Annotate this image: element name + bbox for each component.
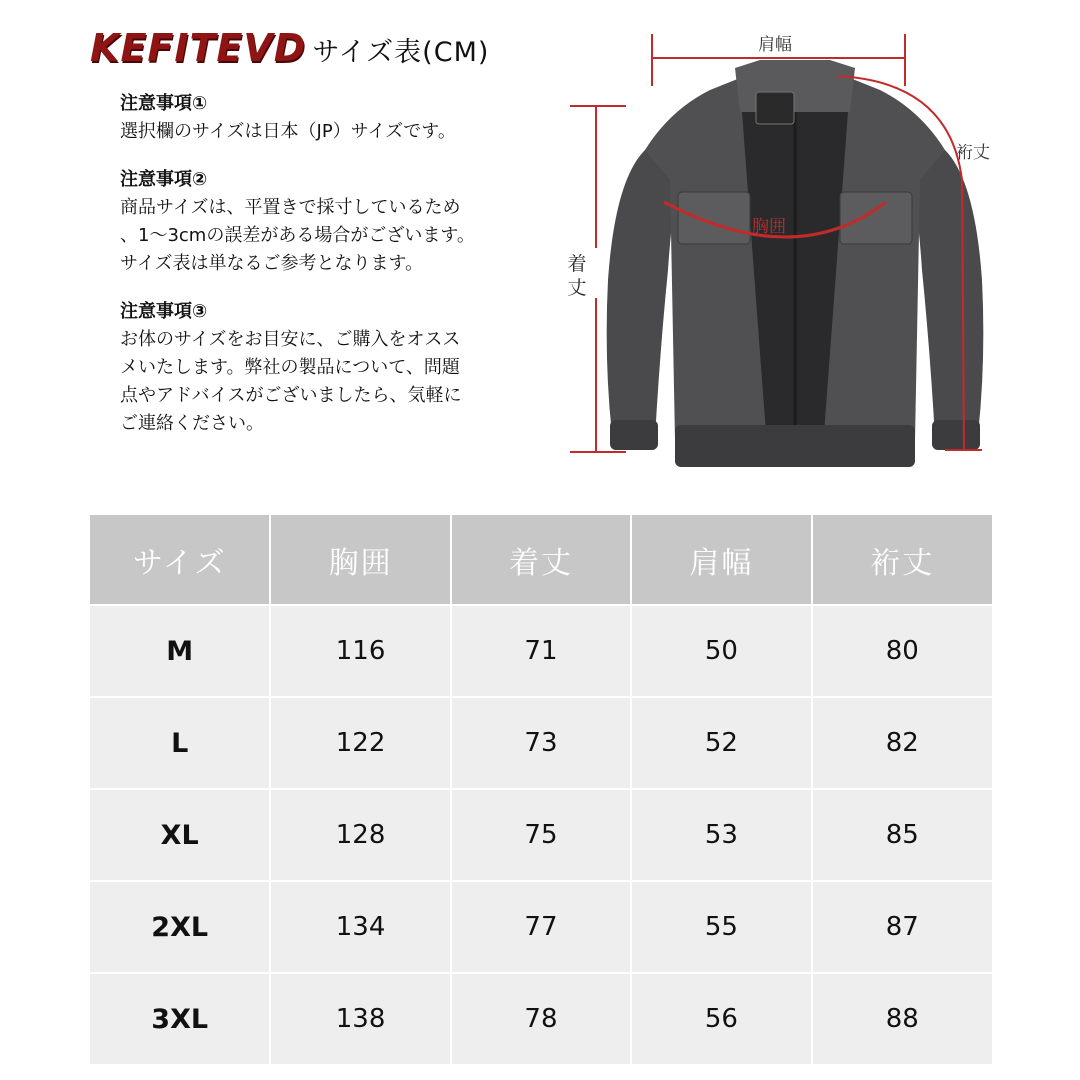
length-cell: 78 bbox=[451, 973, 631, 1064]
sleeve-cell: 82 bbox=[812, 697, 992, 789]
size-cell: L bbox=[90, 697, 270, 789]
jacket-figure bbox=[560, 20, 1030, 490]
shoulder-label: 肩幅 bbox=[758, 35, 792, 55]
note-2 bbox=[120, 166, 560, 278]
header-chest: 胸囲 bbox=[270, 515, 450, 605]
table-row bbox=[90, 973, 992, 1064]
note-title: 注意事項③ bbox=[120, 301, 208, 322]
table-row bbox=[90, 697, 992, 789]
sleeve-label: 裄丈 bbox=[956, 143, 990, 163]
note-title: 注意事項① bbox=[120, 93, 208, 114]
chest-cell: 128 bbox=[270, 789, 450, 881]
header-shoulder: 肩幅 bbox=[631, 515, 811, 605]
notes-section bbox=[120, 90, 560, 458]
sleeve-cell: 85 bbox=[812, 789, 992, 881]
shoulder-cell: 56 bbox=[631, 973, 811, 1064]
table-row bbox=[90, 605, 992, 697]
size-table bbox=[90, 515, 992, 1064]
chest-cell: 134 bbox=[270, 881, 450, 973]
note-text: お体のサイズをお目安に、ご購入をオスス メいたします。弊社の製品について、問題 点やアドバイスがございましたら、気軽に ご連絡ください。 bbox=[120, 329, 462, 434]
sleeve-cell: 87 bbox=[812, 881, 992, 973]
note-1 bbox=[120, 90, 560, 146]
table-row bbox=[90, 789, 992, 881]
header-length: 着丈 bbox=[451, 515, 631, 605]
shoulder-cell: 50 bbox=[631, 605, 811, 697]
size-cell: 3XL bbox=[90, 973, 270, 1064]
chest-cell: 138 bbox=[270, 973, 450, 1064]
chest-cell: 116 bbox=[270, 605, 450, 697]
length-label-bottom: 丈 bbox=[567, 277, 587, 299]
header-sleeve: 裄丈 bbox=[812, 515, 992, 605]
table-row bbox=[90, 881, 992, 973]
note-3 bbox=[120, 298, 560, 438]
sleeve-cell: 88 bbox=[812, 973, 992, 1064]
brand-logo: KEFITEVD bbox=[90, 26, 307, 70]
length-cell: 71 bbox=[451, 605, 631, 697]
note-text: 商品サイズは、平置きで採寸しているため 、1～3cmの誤差がある場合がございます。 サイズ表は単なるご参考となります。 bbox=[120, 197, 475, 274]
shoulder-cell: 55 bbox=[631, 881, 811, 973]
length-cell: 77 bbox=[451, 881, 631, 973]
note-text: 選択欄のサイズは日本（JP）サイズです。 bbox=[120, 121, 456, 142]
shoulder-cell: 53 bbox=[631, 789, 811, 881]
sleeve-cell: 80 bbox=[812, 605, 992, 697]
jacket-illustration bbox=[560, 20, 1030, 490]
brand-header bbox=[90, 26, 489, 70]
chest-label: 胸囲 bbox=[752, 217, 786, 237]
chest-cell: 122 bbox=[270, 697, 450, 789]
length-label-top: 着 bbox=[567, 253, 587, 275]
length-cell: 73 bbox=[451, 697, 631, 789]
shoulder-cell: 52 bbox=[631, 697, 811, 789]
page-title: サイズ表(CM) bbox=[312, 37, 490, 68]
size-cell: M bbox=[90, 605, 270, 697]
header-size: サイズ bbox=[90, 515, 270, 605]
note-title: 注意事項② bbox=[120, 169, 208, 190]
table-header-row bbox=[90, 515, 992, 605]
size-cell: XL bbox=[90, 789, 270, 881]
length-cell: 75 bbox=[451, 789, 631, 881]
size-cell: 2XL bbox=[90, 881, 270, 973]
